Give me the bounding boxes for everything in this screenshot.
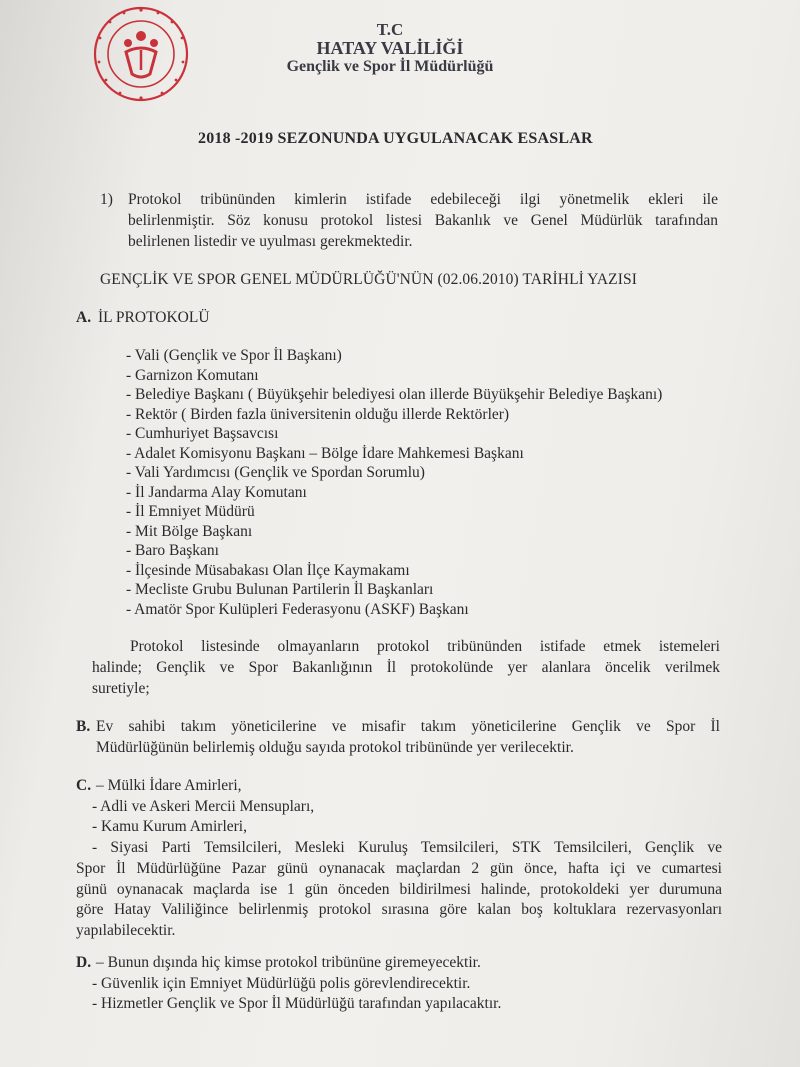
- section-c-item: - Kamu Kurum Amirleri,: [92, 818, 247, 835]
- list-item: - Mit Bölge Başkanı: [126, 522, 253, 540]
- section-b-label: B.: [76, 718, 91, 735]
- protocol-list: [126, 346, 662, 619]
- list-item: - Baro Başkanı: [126, 542, 219, 559]
- item1-line: Protokol tribününden kimlerin istifade edebileceği ilgi yönetmelik ekleri ile: [128, 191, 718, 208]
- list-item: - İl Emniyet Müdürü: [126, 503, 255, 520]
- list-item: - Cumhuriyet Başsavcısı: [126, 425, 279, 442]
- section-c-long-line: günü oynanacak maçlarda ise 1 gün önceden bildirilmesi halinde, protokoldeki yer durumuna: [76, 881, 722, 898]
- section-c-long-line: Spor İl Müdürlüğüne Pazar günü oynanacak maçlardan 2 gün önce, hafta içi ve cumartesi: [76, 860, 722, 877]
- list-item: - Garnizon Komutanı: [126, 366, 259, 384]
- section-d-item: - Güvenlik için Emniyet Müdürlüğü polis görevlendirecektir.: [92, 975, 471, 992]
- list-item: - İlçesinde Müsabakası Olan İlçe Kaymakamı: [126, 561, 410, 579]
- list-item: - Mecliste Grubu Bulunan Partilerin İl Başkanları: [126, 581, 434, 598]
- list-item: - İl Jandarma Alay Komutanı: [126, 483, 307, 501]
- section-c-label: C.: [76, 777, 92, 794]
- section-a-title: İL PROTOKOLÜ: [98, 309, 210, 326]
- item1-line: belirlenen listedir ve uyulması gerekmektedir.: [128, 233, 413, 250]
- section-d-first: – Bunun dışında hiç kimse protokol tribününe giremeyecektir.: [96, 954, 481, 971]
- section-c-long-line: yapılabilecektir.: [76, 922, 176, 939]
- list-item: - Vali (Gençlik ve Spor İl Başkanı): [126, 347, 342, 364]
- section-c-long-line: göre Hatay Valiliğince belirlenmiş protokol sırasına göre kalan boş koltuklara rezervasyonları: [76, 901, 722, 918]
- section-c-first: – Mülki İdare Amirleri,: [96, 777, 242, 794]
- section-d-label: D.: [76, 954, 92, 971]
- section-c-long-line: - Siyasi Parti Temsilcileri, Mesleki Kuruluş Temsilcileri, STK Temsilcileri, Gençlik ve: [92, 839, 722, 856]
- section-a-note-line: Protokol listesinde olmayanların protokol tribününden istifade etmek istemeleri: [130, 638, 720, 655]
- section-d-item: - Hizmetler Gençlik ve Spor İl Müdürlüğü tarafından yapılacaktır.: [92, 995, 502, 1012]
- item1-number: 1): [100, 191, 113, 208]
- header-governorship: HATAY VALİLİĞİ: [316, 38, 464, 58]
- header-directorate: Gençlik ve Spor İl Müdürlüğü: [286, 58, 494, 75]
- list-item: - Belediye Başkanı ( Büyükşehir belediyesi olan illerde Büyükşehir Belediye Başkanı): [126, 386, 663, 403]
- list-item: - Adalet Komisyonu Başkanı – Bölge İdare Mahkemesi Başkanı: [126, 444, 524, 462]
- section-b-line: Ev sahibi takım yöneticilerine ve misafir takım yöneticilerine Gençlik ve Spor İl: [96, 718, 720, 735]
- section-a-label: A.: [76, 309, 92, 326]
- list-item: - Vali Yardımcısı (Gençlik ve Spordan Sorumlu): [126, 464, 425, 481]
- document-title: 2018 -2019 SEZONUNDA UYGULANACAK ESASLAR: [198, 130, 593, 147]
- section-a-note-line: halinde; Gençlik ve Spor Bakanlığının İl protokolünde yer alanlara öncelik verilmek: [92, 659, 720, 676]
- subheading: GENÇLİK VE SPOR GENEL MÜDÜRLÜĞÜ'NÜN (02.06.2010) TARİHLİ YAZISI: [100, 271, 637, 288]
- ministry-seal-logo: [86, 4, 196, 104]
- item1-line: belirlenmiştir. Söz konusu protokol listesi Bakanlık ve Genel Müdürlük tarafından: [128, 212, 718, 229]
- list-item: - Amatör Spor Kulüpleri Federasyonu (ASKF) Başkanı: [126, 600, 469, 618]
- header-tc: T.C: [376, 20, 404, 39]
- section-b-line: Müdürlüğünün belirlemiş olduğu sayıda protokol tribününde yer verilecektir.: [96, 739, 574, 756]
- list-item: - Rektör ( Birden fazla üniversitenin olduğu illerde Rektörler): [126, 405, 510, 423]
- section-a-note-line: suretiyle;: [92, 680, 150, 697]
- section-c-item: - Adli ve Askeri Mercii Mensupları,: [92, 798, 315, 815]
